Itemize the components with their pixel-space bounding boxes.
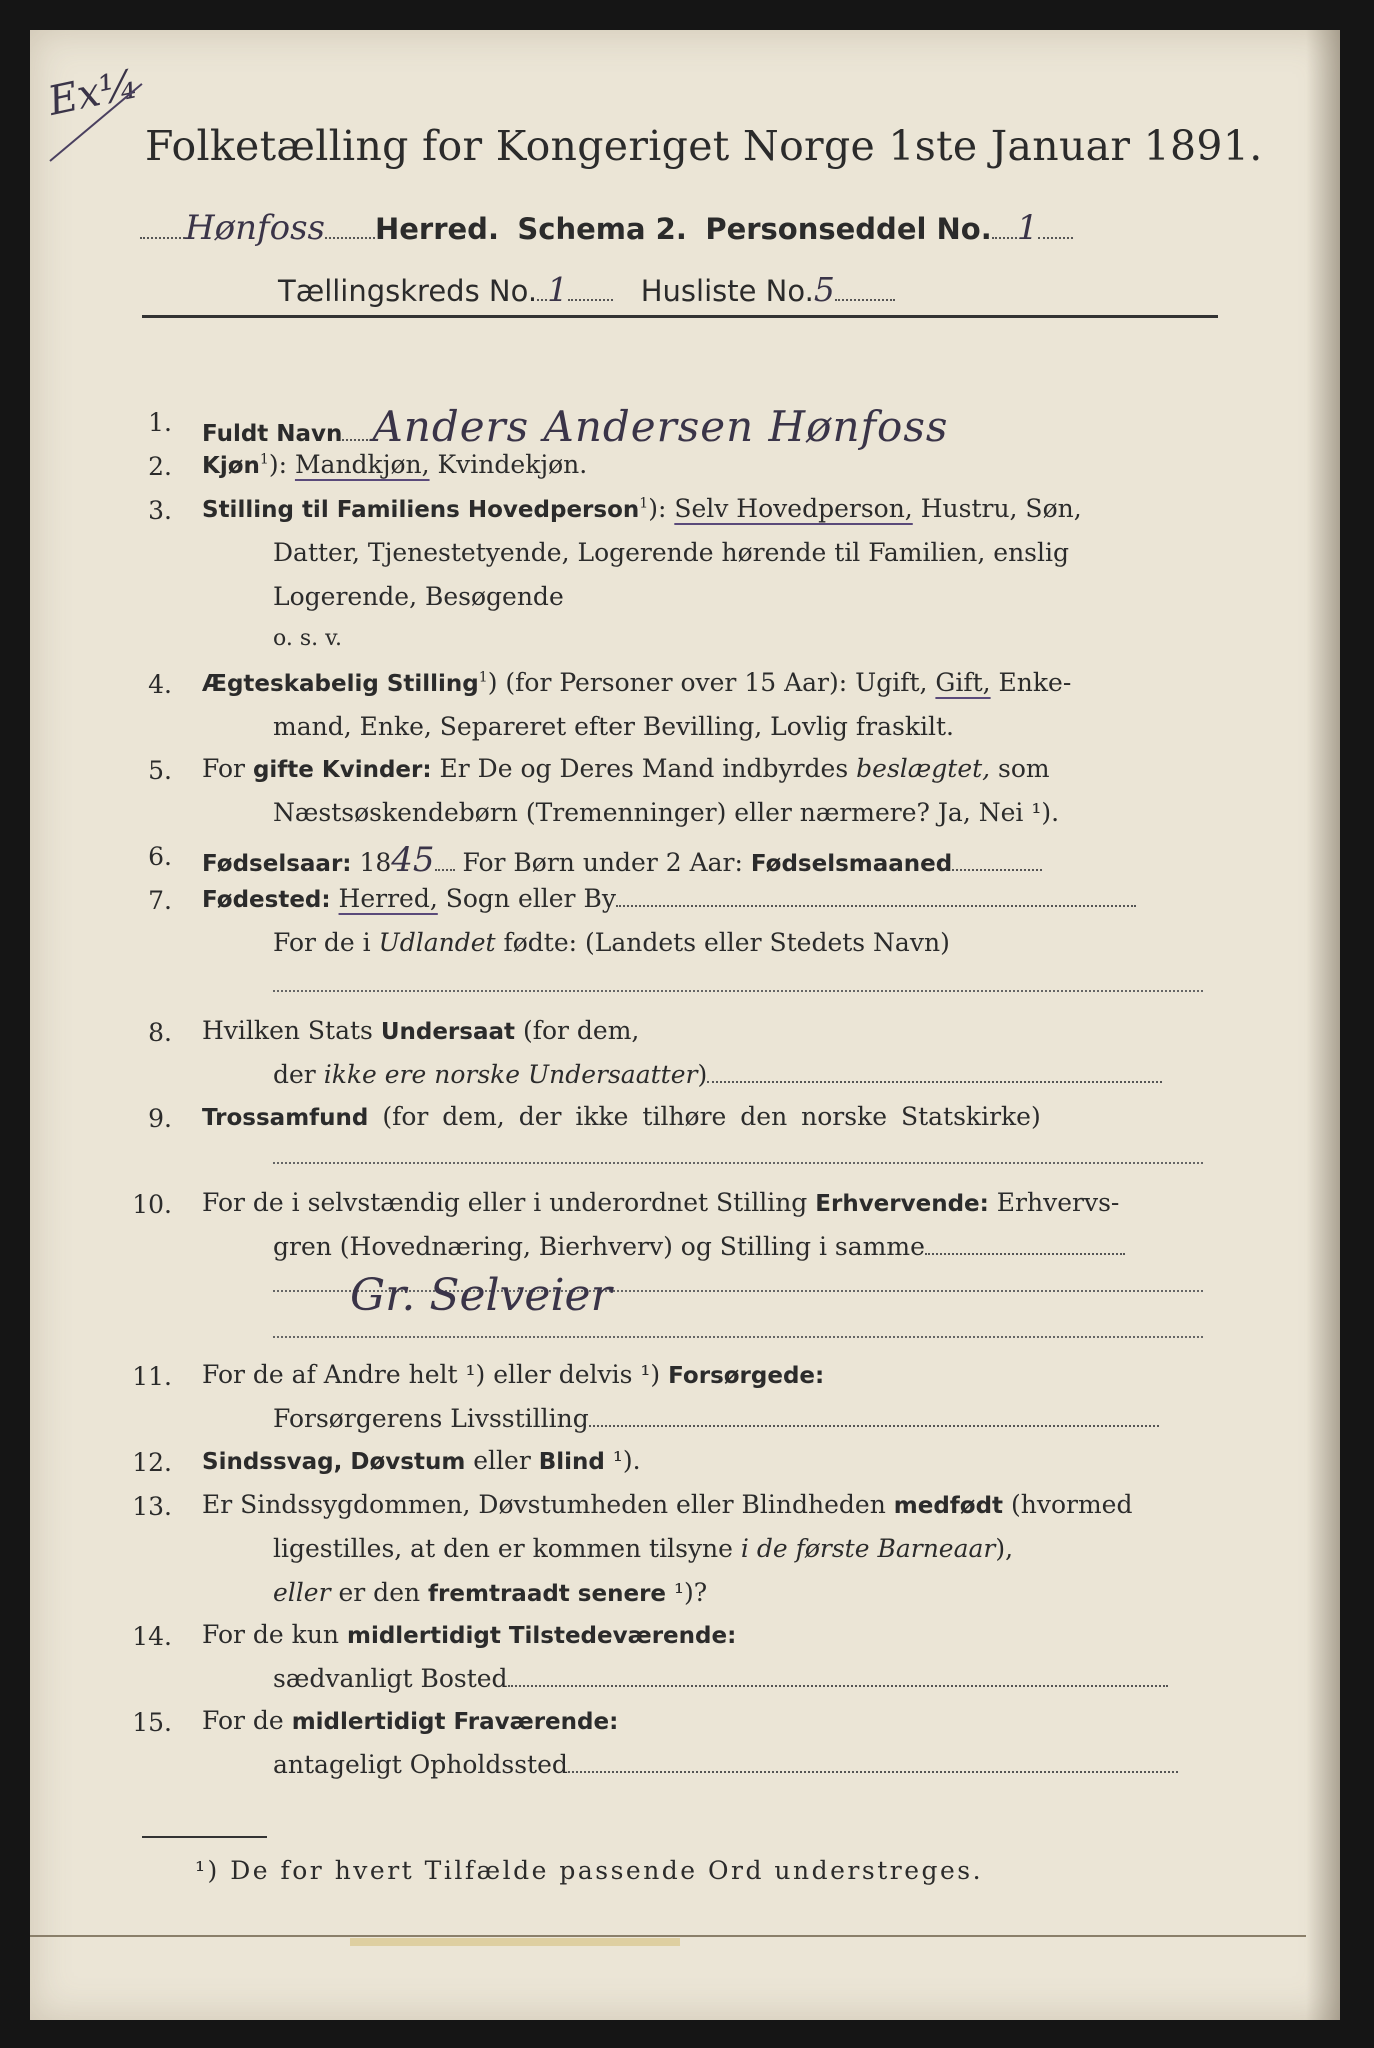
q7-answer-line — [273, 990, 1203, 992]
dot-leader — [952, 868, 1042, 871]
dot-leader — [707, 1080, 1162, 1083]
dot-leader — [992, 236, 1017, 239]
q6-value: 45 — [391, 840, 435, 880]
q11-line2-text: Forsørgerens Livsstilling — [273, 1404, 589, 1433]
q5-number: 5. — [148, 756, 172, 785]
q15-pre: For de — [202, 1706, 292, 1735]
q12-mid: eller — [465, 1446, 539, 1475]
q2-option-kvindekjon: Kvindekjøn. — [429, 450, 588, 479]
q15-line2 — [273, 1750, 1178, 1779]
q8-pre: Hvilken Stats — [202, 1016, 381, 1045]
q6-number: 6. — [148, 842, 172, 871]
personseddel-label: Personseddel No. — [705, 212, 992, 246]
q7-tail: Sogn eller By — [437, 884, 616, 913]
q14-row — [202, 1620, 736, 1649]
q13-line3-italic: eller — [273, 1578, 331, 1607]
q3-option-selected: Selv Hovedperson, — [674, 494, 913, 523]
husliste-label: Husliste No. — [640, 274, 814, 308]
q7-line2 — [273, 928, 950, 957]
q10-answer-line-2 — [273, 1336, 1203, 1338]
personseddel-value: 1 — [1016, 208, 1039, 248]
q15-number: 15. — [132, 1708, 172, 1737]
q12-label2: Blind — [538, 1449, 605, 1475]
q4-sup: 1 — [478, 669, 488, 686]
q12-row — [202, 1446, 641, 1475]
q3-line4: o. s. v. — [273, 626, 342, 651]
q13-label: medfødt — [893, 1493, 1004, 1519]
q13-number: 13. — [132, 1492, 172, 1521]
q8-number: 8. — [148, 1018, 172, 1047]
q13-line2 — [273, 1534, 1013, 1563]
form-title: Folketælling for Kongeriget Norge 1ste Januar 1891. — [145, 122, 1263, 170]
q7-label: Fødested: — [202, 887, 331, 913]
dot-leader — [1038, 236, 1073, 239]
dot-leader — [537, 298, 547, 301]
q14-line2 — [273, 1664, 1168, 1693]
q13-line3-label: fremtraadt senere — [428, 1581, 667, 1607]
dot-leader — [508, 1684, 1168, 1687]
q2-number: 2. — [148, 452, 172, 481]
q11-label: Forsørgede: — [668, 1363, 825, 1389]
q6-prefix: 18 — [351, 848, 392, 877]
q3-line3: Logerende, Besøgende — [273, 582, 564, 611]
q7-option-herred: Herred, — [338, 884, 438, 913]
q10-row — [202, 1188, 1119, 1217]
krets-value: 1 — [547, 270, 569, 309]
q8-label: Undersaat — [380, 1019, 515, 1045]
q1-value: Anders Andersen Hønfoss — [372, 402, 949, 451]
dot-leader — [568, 1770, 1178, 1773]
q5-row — [202, 754, 1050, 783]
q10-label: Erhvervende: — [815, 1191, 989, 1217]
q8-tail: (for dem, — [515, 1016, 640, 1045]
page-edge-shadow — [1306, 30, 1340, 2020]
q13-line2-b: ), — [995, 1534, 1014, 1563]
q5-tail: som — [990, 754, 1050, 783]
q10-tail: Erhvervs- — [988, 1188, 1120, 1217]
q7-number: 7. — [148, 886, 172, 915]
krets-label: Tællingskreds No. — [278, 274, 538, 308]
q9-answer-line — [273, 1162, 1203, 1164]
q5-pre: For — [202, 754, 253, 783]
q14-line2-text: sædvanligt Bosted — [273, 1664, 508, 1693]
q2-row — [202, 450, 587, 479]
herred-line — [140, 208, 1073, 248]
q3-line2: Datter, Tjenestetyende, Logerende hørende til Familien, enslig — [273, 538, 1070, 567]
dot-leader — [140, 236, 185, 239]
bottom-fold-line — [30, 1935, 1306, 1937]
q2-option-mandkjon: Mandkjøn, — [294, 450, 430, 479]
header-rule — [142, 315, 1218, 318]
q4-tail: Enke- — [990, 668, 1072, 697]
census-form-sheet — [30, 30, 1340, 2020]
q4-row — [202, 668, 1071, 697]
q3-tail: Hustru, Søn, — [912, 494, 1082, 523]
q13-line3-a: er den — [330, 1578, 429, 1607]
q13-pre: Er Sindssygdommen, Døvstumheden eller Blindheden — [202, 1490, 894, 1519]
q1-number: 1. — [148, 408, 172, 437]
q1-row — [202, 402, 948, 451]
q2-label: Kjøn — [202, 453, 260, 479]
dot-leader — [342, 438, 372, 441]
q4-line2: mand, Enke, Separeret efter Bevilling, Lovlig fraskilt. — [273, 712, 954, 741]
q4-text: ) (for Personer over 15 Aar): Ugift, — [487, 668, 936, 697]
q7-line2-b: fødte: (Landets eller Stedets Navn) — [495, 928, 950, 957]
q8-line2-a: der — [273, 1060, 324, 1089]
q8-line2-italic: ikke ere norske Undersaatter — [323, 1060, 698, 1089]
q12-number: 12. — [132, 1448, 172, 1477]
q10-number: 10. — [132, 1190, 172, 1219]
dot-leader — [616, 904, 1136, 907]
q10-line2 — [273, 1232, 1125, 1261]
q6-row — [202, 840, 1042, 880]
q3-sup: 1 — [639, 495, 649, 512]
q3-text: ): — [648, 494, 675, 523]
q6-label2: Fødselsmaaned — [750, 851, 953, 877]
q4-number: 4. — [148, 670, 172, 699]
dot-leader — [568, 298, 613, 301]
q11-row — [202, 1360, 824, 1389]
corner-note: Ex¼ — [44, 61, 143, 125]
footnote-rule — [142, 1836, 267, 1838]
q5-line2: Næstsøskendebørn (Tremenninger) eller nærmere? Ja, Nei ¹). — [273, 798, 1060, 827]
q7-line2-italic: Udlandet — [378, 928, 496, 957]
q5-italic: beslægtet, — [856, 754, 991, 783]
q1-label: Fuldt Navn — [202, 421, 343, 447]
dot-leader — [589, 1424, 1159, 1427]
q7-row — [202, 884, 1136, 913]
q2-text: ): — [268, 450, 295, 479]
q3-label: Stilling til Familiens Hovedperson — [202, 497, 640, 523]
q10-value: Gr. Selveier — [350, 1270, 612, 1321]
husliste-value: 5 — [813, 270, 835, 309]
dot-leader — [835, 298, 895, 301]
q3-number: 3. — [148, 496, 172, 525]
q6-text: For Børn under 2 Aar: — [454, 848, 751, 877]
q13-row — [202, 1490, 1132, 1519]
dot-leader — [435, 868, 455, 871]
q11-pre: For de af Andre helt ¹) eller delvis ¹) — [202, 1360, 669, 1389]
q4-label: Ægteskabelig Stilling — [202, 671, 479, 697]
q10-pre: For de i selvstændig eller i underordnet Stilling — [202, 1188, 816, 1217]
footnote: ¹) De for hvert Tilfælde passende Ord understreges. — [195, 1856, 984, 1885]
bottom-stain — [350, 1938, 680, 1946]
q13-tail: (hvormed — [1003, 1490, 1133, 1519]
q11-line2 — [273, 1404, 1159, 1433]
q9-label: Trossamfund — [202, 1105, 369, 1131]
q4-option-gift: Gift, — [935, 668, 991, 697]
q13-line2-italic: i de første Barneaar — [740, 1534, 996, 1563]
q9-number: 9. — [148, 1104, 172, 1133]
q14-label: midlertidigt Tilstedeværende: — [346, 1623, 737, 1649]
q14-number: 14. — [132, 1622, 172, 1651]
q9-row — [202, 1102, 1041, 1131]
q12-tail: ¹). — [604, 1446, 641, 1475]
dot-leader — [325, 236, 375, 239]
q7-line2-a: For de i — [273, 928, 379, 957]
q8-line2-b: ) — [697, 1060, 708, 1089]
q13-line3-b: ¹)? — [666, 1578, 708, 1607]
q6-label: Fødselsaar: — [202, 851, 352, 877]
q9-tail: (for dem, der ikke tilhøre den norske Statskirke) — [368, 1102, 1041, 1131]
krets-line — [278, 270, 895, 309]
q15-label: midlertidigt Fraværende: — [291, 1709, 619, 1735]
q13-line3 — [273, 1578, 707, 1607]
q12-label: Sindssvag, Døvstum — [202, 1449, 466, 1475]
q14-pre: For de kun — [202, 1620, 347, 1649]
q8-row — [202, 1016, 639, 1045]
q15-row — [202, 1706, 618, 1735]
dot-leader — [925, 1252, 1125, 1255]
schema-label: Schema 2. — [517, 212, 687, 246]
q3-row — [202, 494, 1082, 523]
q8-line2 — [273, 1060, 1162, 1089]
q13-line2-a: ligestilles, at den er kommen tilsyne — [273, 1534, 741, 1563]
q2-sup: 1 — [259, 451, 269, 468]
q5-text: Er De og Deres Mand indbyrdes — [431, 754, 857, 783]
q11-number: 11. — [132, 1362, 172, 1391]
herred-label: Herred. — [374, 212, 499, 246]
q10-line2-text: gren (Hovednæring, Bierhverv) og Stilling i samme — [273, 1232, 925, 1261]
q5-label: gifte Kvinder: — [252, 757, 432, 783]
q15-line2-text: antageligt Opholdssted — [273, 1750, 568, 1779]
herred-value: Hønfoss — [185, 208, 325, 248]
